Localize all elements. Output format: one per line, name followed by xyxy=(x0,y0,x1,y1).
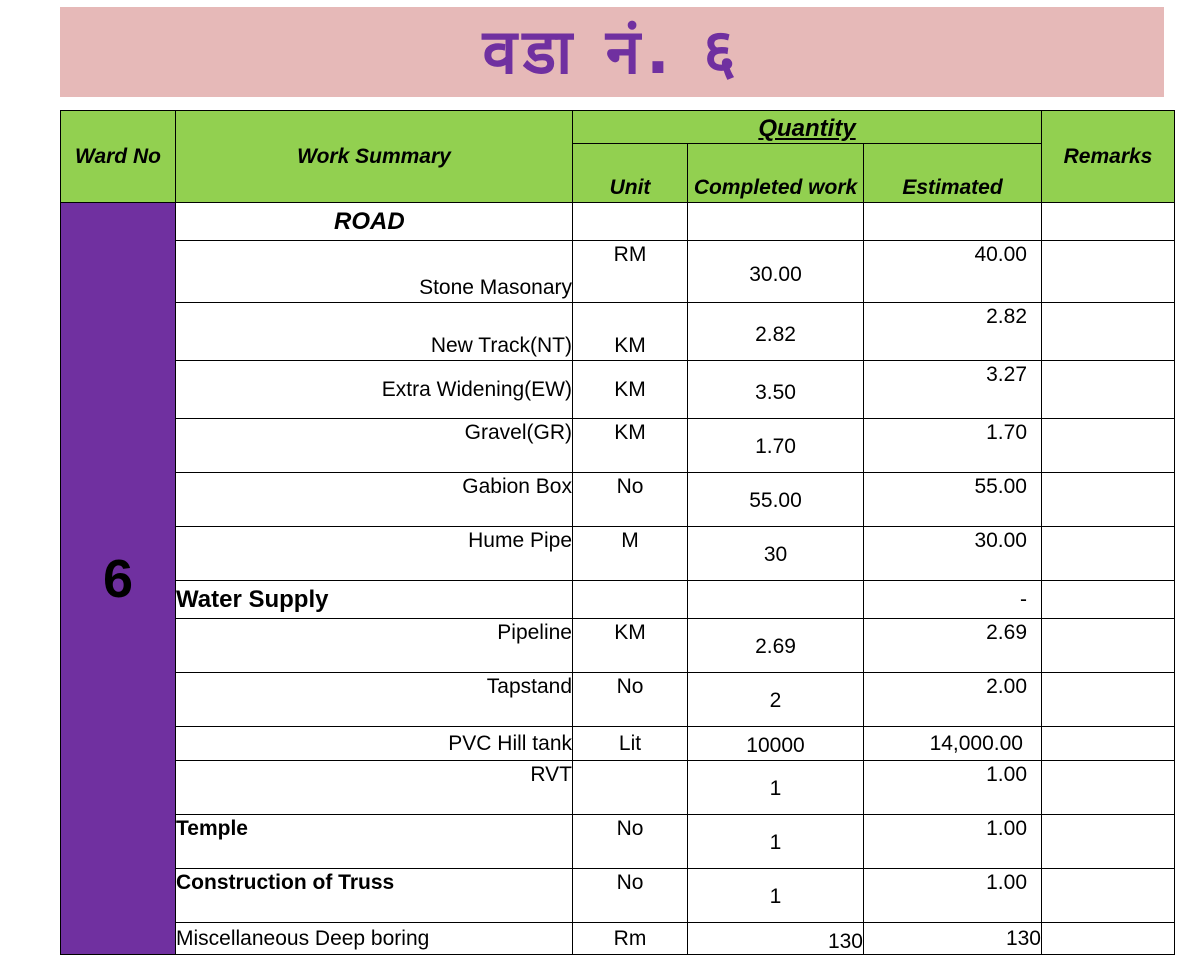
remarks-cell xyxy=(1042,761,1175,815)
remarks-cell xyxy=(1042,527,1175,581)
remarks-cell xyxy=(1042,303,1175,361)
table-row xyxy=(61,761,1175,815)
estimated-cell: 1.00 xyxy=(864,869,1042,923)
work-cell: Gabion Box xyxy=(176,473,573,527)
completed-cell: 55.00 xyxy=(688,473,864,527)
unit-cell: No xyxy=(573,869,688,923)
estimated-cell: 2.82 xyxy=(864,303,1042,361)
estimated-cell: 2.69 xyxy=(864,619,1042,673)
remarks-cell xyxy=(1042,361,1175,419)
title-band xyxy=(60,7,1164,97)
unit-cell xyxy=(573,581,688,619)
completed-cell: 3.50 xyxy=(688,361,864,419)
completed-cell: 2.69 xyxy=(688,619,864,673)
estimated-cell xyxy=(864,203,1042,241)
header-work-summary: Work Summary xyxy=(176,111,573,203)
table-row xyxy=(61,473,1175,527)
estimated-cell: 30.00 xyxy=(864,527,1042,581)
table-row xyxy=(61,203,1175,241)
estimated-cell: 55.00 xyxy=(864,473,1042,527)
work-cell: Miscellaneous Deep boring xyxy=(176,923,573,955)
header-remarks: Remarks xyxy=(1042,111,1175,203)
unit-cell: M xyxy=(573,527,688,581)
estimated-cell: 14,000.00 xyxy=(864,727,1042,761)
completed-cell xyxy=(688,203,864,241)
work-cell: Extra Widening(EW) xyxy=(176,361,573,419)
header-completed-work: Completed work xyxy=(688,144,864,203)
unit-cell: Rm xyxy=(573,923,688,955)
unit-cell: No xyxy=(573,673,688,727)
work-cell: Stone Masonary xyxy=(176,241,573,303)
unit-cell: RM xyxy=(573,241,688,303)
completed-cell: 30 xyxy=(688,527,864,581)
estimated-cell: 40.00 xyxy=(864,241,1042,303)
section-heading-water-supply: Water Supply xyxy=(176,581,573,619)
completed-cell: 30.00 xyxy=(688,241,864,303)
table-row xyxy=(61,619,1175,673)
work-cell: Hume Pipe xyxy=(176,527,573,581)
remarks-cell xyxy=(1042,815,1175,869)
estimated-cell: 130 xyxy=(864,923,1042,955)
unit-cell: KM xyxy=(573,303,688,361)
unit-cell: KM xyxy=(573,619,688,673)
table-row xyxy=(61,527,1175,581)
section-heading-road: ROAD xyxy=(176,203,573,241)
estimated-cell: 2.00 xyxy=(864,673,1042,727)
table-row xyxy=(61,241,1175,303)
completed-cell: 1.70 xyxy=(688,419,864,473)
work-cell-temple: Temple xyxy=(176,815,573,869)
table-row xyxy=(61,673,1175,727)
table-row xyxy=(61,923,1175,955)
table-row xyxy=(61,581,1175,619)
unit-cell: Lit xyxy=(573,727,688,761)
estimated-cell: 1.00 xyxy=(864,815,1042,869)
unit-cell xyxy=(573,761,688,815)
estimated-cell: - xyxy=(864,581,1042,619)
ward-work-table xyxy=(60,110,1175,955)
estimated-cell: 3.27 xyxy=(864,361,1042,419)
work-cell: RVT xyxy=(176,761,573,815)
table-row xyxy=(61,815,1175,869)
remarks-cell xyxy=(1042,869,1175,923)
remarks-cell xyxy=(1042,673,1175,727)
remarks-cell xyxy=(1042,473,1175,527)
remarks-cell xyxy=(1042,581,1175,619)
table-row xyxy=(61,303,1175,361)
table-row xyxy=(61,727,1175,761)
remarks-cell xyxy=(1042,241,1175,303)
ward-number-cell: 6 xyxy=(61,203,176,955)
unit-cell: KM xyxy=(573,361,688,419)
header-estimated: Estimated xyxy=(864,144,1042,203)
unit-cell xyxy=(573,203,688,241)
page-title: वडा नं. ६ xyxy=(482,15,742,88)
table-row xyxy=(61,869,1175,923)
remarks-cell xyxy=(1042,419,1175,473)
completed-cell: 10000 xyxy=(688,727,864,761)
table-row xyxy=(61,419,1175,473)
completed-cell: 1 xyxy=(688,761,864,815)
work-cell: Tapstand xyxy=(176,673,573,727)
completed-cell: 2 xyxy=(688,673,864,727)
unit-cell: No xyxy=(573,473,688,527)
completed-cell xyxy=(688,581,864,619)
unit-cell: KM xyxy=(573,419,688,473)
work-cell: New Track(NT) xyxy=(176,303,573,361)
remarks-cell xyxy=(1042,923,1175,955)
remarks-cell xyxy=(1042,203,1175,241)
work-cell: Gravel(GR) xyxy=(176,419,573,473)
completed-cell: 1 xyxy=(688,815,864,869)
work-cell-truss: Construction of Truss xyxy=(176,869,573,923)
remarks-cell xyxy=(1042,619,1175,673)
estimated-cell: 1.70 xyxy=(864,419,1042,473)
completed-cell: 1 xyxy=(688,869,864,923)
estimated-cell: 1.00 xyxy=(864,761,1042,815)
completed-cell: 2.82 xyxy=(688,303,864,361)
remarks-cell xyxy=(1042,727,1175,761)
unit-cell: No xyxy=(573,815,688,869)
work-cell: Pipeline xyxy=(176,619,573,673)
completed-cell: 130 xyxy=(688,923,864,955)
header-ward-no: Ward No xyxy=(61,111,176,203)
header-unit: Unit xyxy=(573,144,688,203)
header-quantity: Quantity xyxy=(573,111,1042,144)
work-cell: PVC Hill tank xyxy=(176,727,573,761)
table-row xyxy=(61,361,1175,419)
